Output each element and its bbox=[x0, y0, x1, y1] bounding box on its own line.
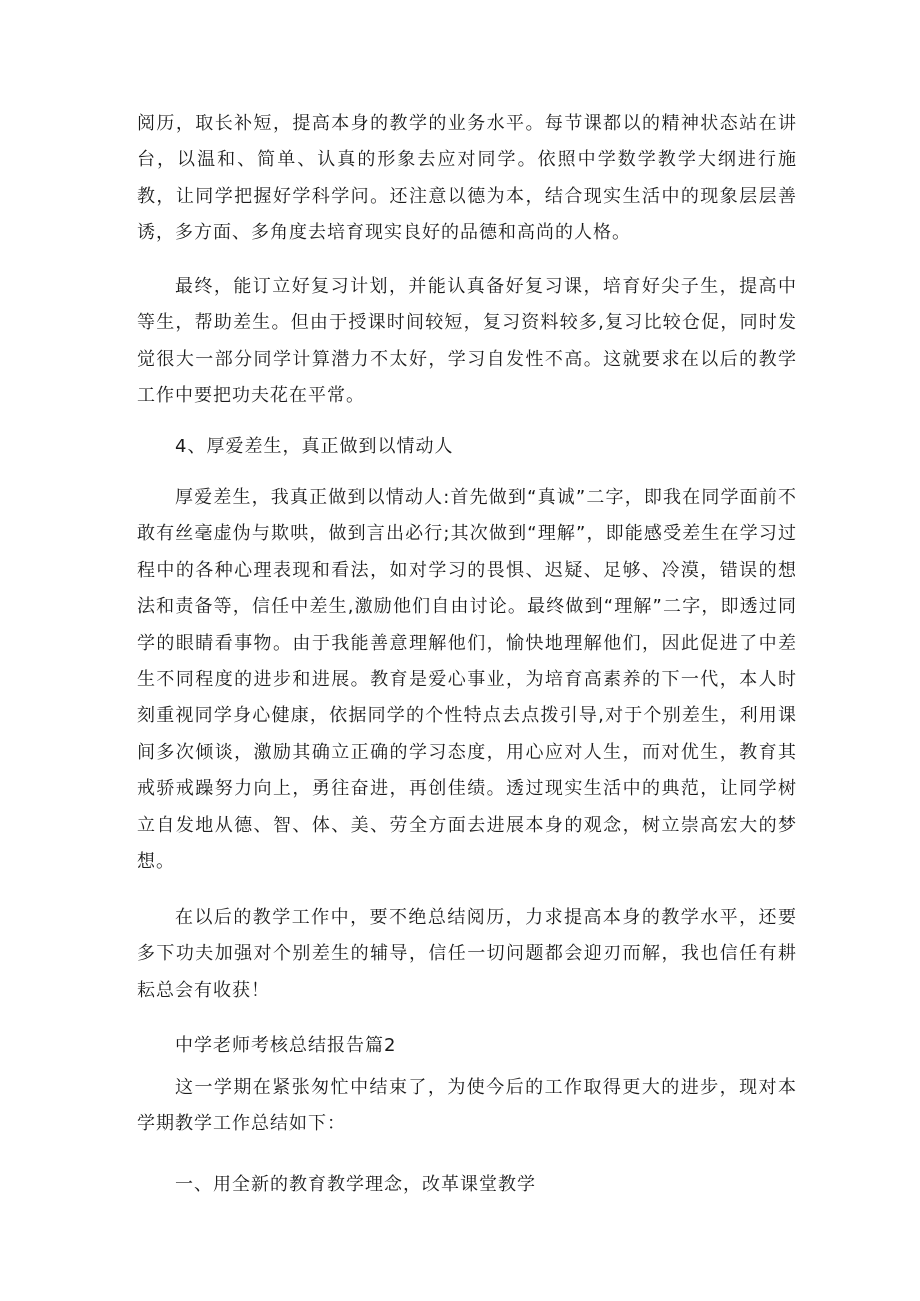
paragraph-continued: 阅历，取长补短，提高本身的教学的业务水平。每节课都以的精神状态站在讲台，以温和、简单、认真的形象去应对同学。依照中学数学教学大纲进行施教，让同学把握好学科学问。还注意以德为本，结合现实生活中的现象层层善诱，多方面、多角度去培育现实良好的品德和高尚的人格。 bbox=[137, 113, 797, 244]
heading-love-weak-students: 4、厚爱差生，真正做到以情动人 bbox=[175, 436, 454, 457]
paragraph-review-plan: 最终，能订立好复习计划，并能认真备好复习课，培育好尖子生，提高中等生，帮助差生。但由于授课时间较短，复习资料较多,复习比较仓促，同时发觉很大一部分同学计算潜力不太好，学习自发性不高。这就要求在以后的教学工作中要把功夫花在平常。 bbox=[137, 276, 797, 407]
paragraph-love-weak-students: 厚爱差生，我真正做到以情动人:首先做到“真诚”二字，即我在同学面前不敢有丝毫虚伪与欺哄，做到言出必行;其次做到“理解”，即能感受差生在学习过程中的各种心理表现和看法，如对学习的畏惧、迟疑、足够、冷漠，错误的想法和责备等，信任中差生,激励他们自由讨论。最终做到“理解”二字，即透过同学的眼睛看事物。由于我能善意理解他们，愉快地理解他们，因此促进了中差生不同程度的进步和进展。教育是爱心事业，为培育高素养的下一代，本人时刻重视同学身心健康，依据同学的个性特点去点拨引导,对于个别差生，利用课间多次倾谈，激励其确立正确的学习态度，用心应对人生，而对优生，教育其戒骄戒躁努力向上，勇往奋进，再创佳绩。透过现实生活中的典范，让同学树立自发地从德、智、体、美、劳全方面去进展本身的观念，树立崇高宏大的梦想。 bbox=[137, 487, 797, 873]
paragraph-future-work: 在以后的教学工作中，要不绝总结阅历，力求提高本身的教学水平，还要多下功夫加强对个别差生的辅导，信任一切问题都会迎刃而解，我也信任有耕耘总会有收获！ bbox=[137, 907, 797, 1001]
heading-teaching-reform: 一、用全新的教育教学理念，改革课堂教学 bbox=[175, 1174, 536, 1195]
paragraph-semester-intro: 这一学期在紧张匆忙中结束了，为使今后的工作取得更大的进步，现对本学期教学工作总结如下： bbox=[137, 1077, 797, 1135]
section-title: 中学老师考核总结报告篇2 bbox=[175, 1035, 397, 1056]
